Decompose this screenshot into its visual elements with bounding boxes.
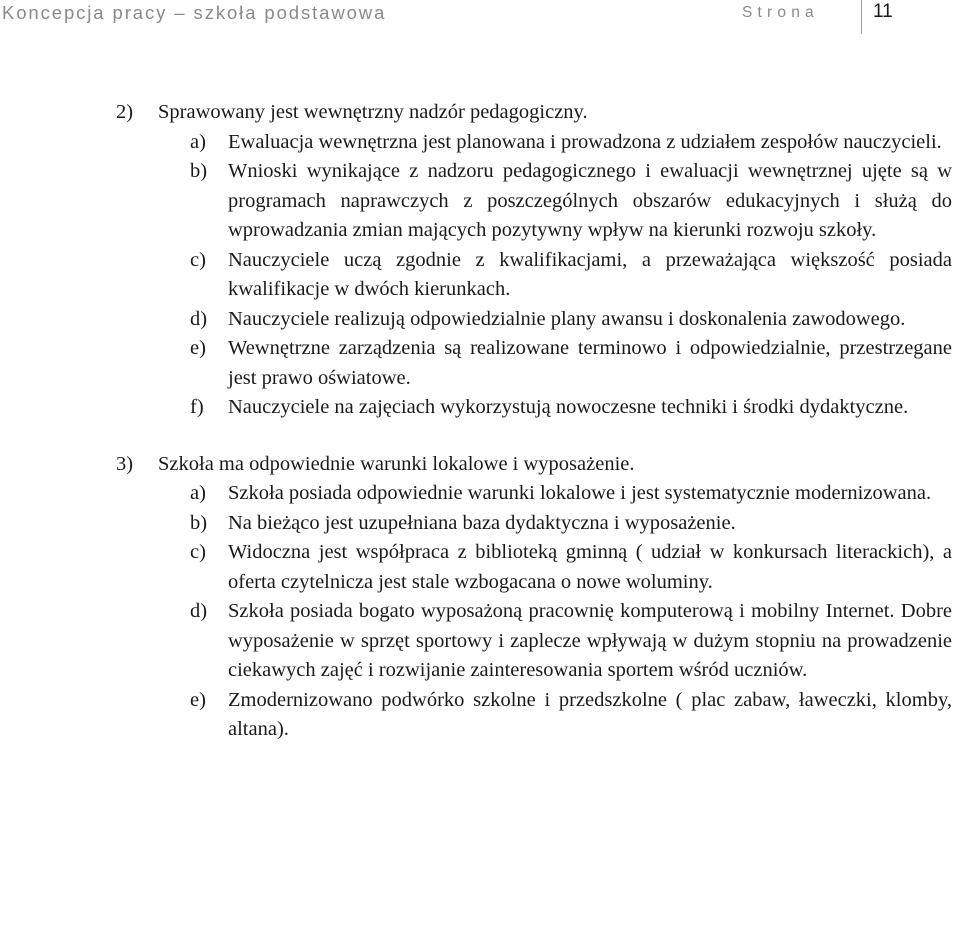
list-item — [0, 393, 960, 423]
list-item — [0, 334, 960, 393]
header-page-word: Strona — [742, 4, 819, 21]
item-marker: e) — [190, 337, 206, 359]
item-marker: b) — [190, 511, 208, 534]
list-item — [0, 305, 960, 335]
list-item — [0, 479, 960, 509]
section-marker: 2) — [116, 101, 134, 123]
item-marker: d) — [190, 600, 208, 622]
header-title: Koncepcja pracy – szkoła podstawowa — [2, 2, 387, 23]
item-text: Nauczyciele realizują odpowiedzialnie plany awansu i doskonalenia zawodowego. — [228, 307, 906, 330]
list-item — [0, 157, 960, 246]
item-text: Wewnętrzne zarządzenia są realizowane terminowo i odpowiedzialnie, przestrzegane jest prawo oświatowe. — [228, 337, 952, 389]
list-item — [0, 538, 960, 597]
document-body — [0, 98, 960, 745]
item-text: Szkoła posiada odpowiednie warunki lokalowe i jest systematycznie modernizowana. — [228, 482, 932, 504]
item-text: Szkoła posiada bogato wyposażoną pracownię komputerową i mobilny Internet. Dobre wyposażenie w sprzęt sportowy i zaplecze wpływają w dużym stopniu na prowadzenie ciekawych zajęć i rozwijanie zainteresowania sportem wśród uczniów. — [228, 600, 952, 681]
header-separator — [861, 0, 862, 34]
item-text: Wnioski wynikające z nadzoru pedagogicznego i ewaluacji wewnętrznej ujęte są w programach naprawczych z poszczególnych obszarów edukacyjnych i służą do wprowadzania zmian mających pozytywny wpływ na kierunki rozwoju szkoły. — [228, 160, 952, 241]
list-item — [0, 128, 960, 158]
section-3 — [0, 450, 960, 480]
item-text: Na bieżąco jest uzupełniana baza dydaktyczna i wyposażenie. — [228, 511, 736, 534]
item-marker: c) — [190, 541, 206, 563]
section-heading: Szkoła ma odpowiednie warunki lokalowe i wyposażenie. — [158, 452, 635, 475]
list-item — [0, 509, 960, 539]
list-item — [0, 246, 960, 305]
item-text: Nauczyciele uczą zgodnie z kwalifikacjami, a przeważająca większość posiada kwalifikacje w dwóch kierunkach. — [228, 248, 952, 300]
item-text: Nauczyciele na zajęciach wykorzystują nowoczesne techniki i środki dydaktyczne. — [228, 396, 909, 418]
item-marker: d) — [190, 307, 208, 330]
section-heading: Sprawowany jest wewnętrzny nadzór pedagogiczny. — [158, 101, 588, 123]
item-marker: f) — [190, 396, 204, 418]
section-gap — [0, 423, 960, 450]
section-2 — [0, 98, 960, 128]
item-text: Ewaluacja wewnętrzna jest planowana i prowadzona z udziałem zespołów nauczycieli. — [228, 130, 942, 153]
item-marker: a) — [190, 482, 206, 504]
page-number: 11 — [873, 1, 893, 22]
list-item — [0, 597, 960, 686]
page-header — [0, 0, 960, 36]
item-text: Widoczna jest współpraca z biblioteką gminną ( udział w konkursach literackich), a oferta czytelnicza jest stale wzbogacana o nowe woluminy. — [228, 541, 952, 593]
item-marker: c) — [190, 248, 206, 271]
item-marker: e) — [190, 688, 206, 711]
item-marker: a) — [190, 130, 206, 153]
item-marker: b) — [190, 160, 208, 182]
item-text: Zmodernizowano podwórko szkolne i przedszkolne ( plac zabaw, ławeczki, klomby, altana). — [228, 688, 952, 740]
section-marker: 3) — [116, 452, 134, 475]
list-item — [0, 686, 960, 745]
